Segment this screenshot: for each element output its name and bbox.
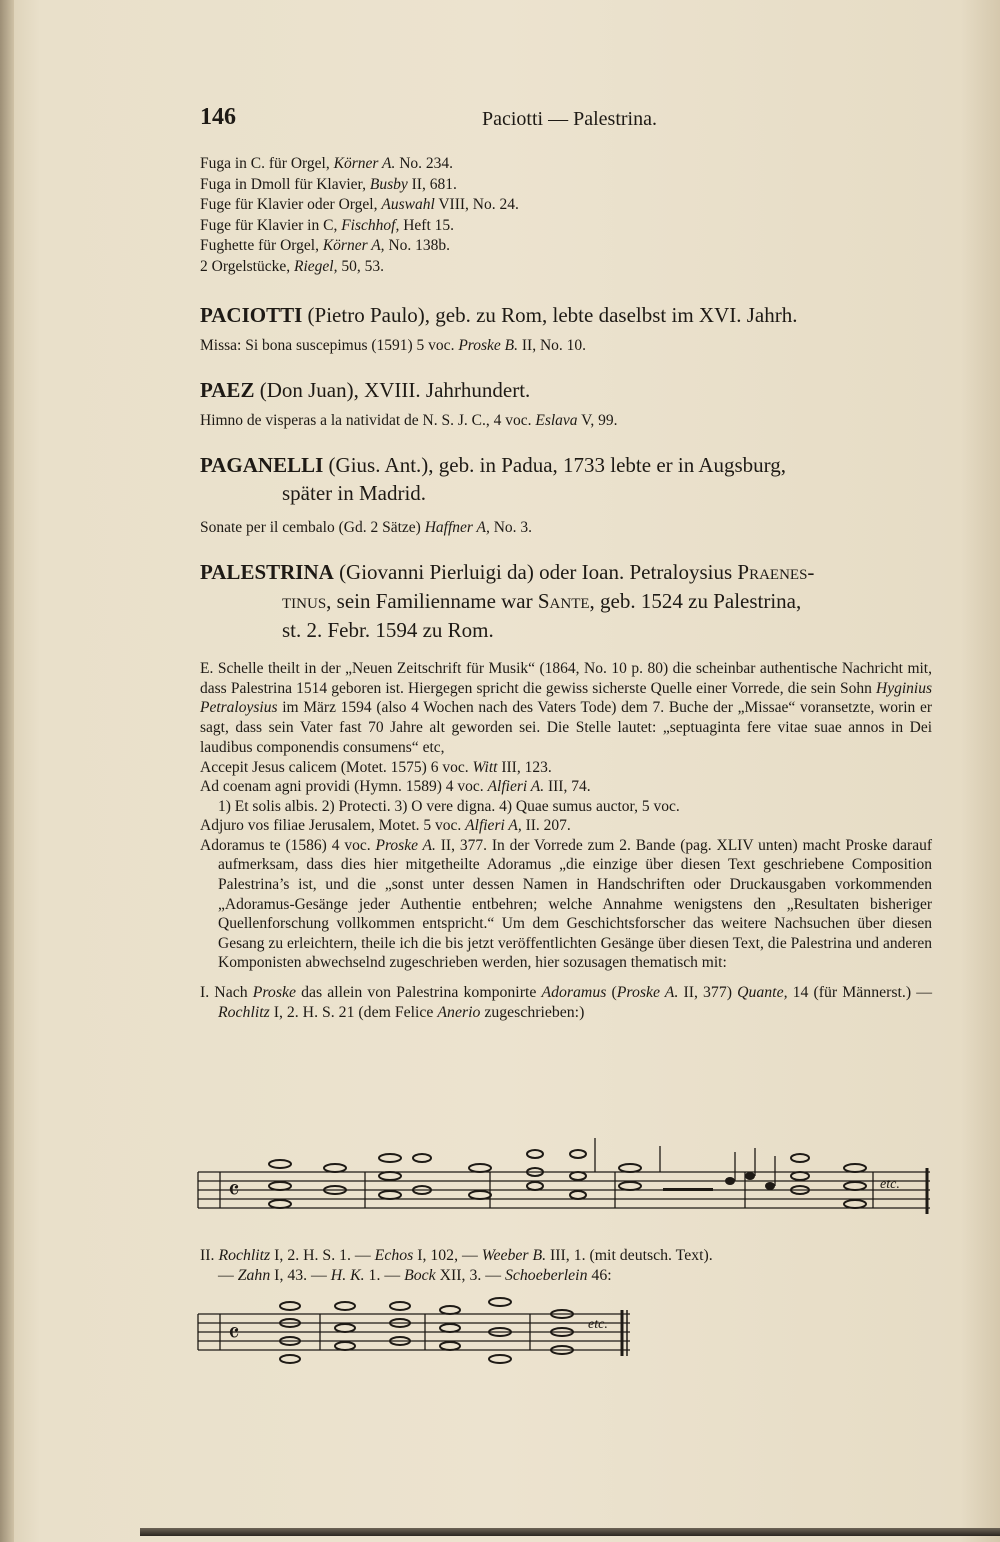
staff-etc: etc. <box>880 1177 900 1192</box>
entry-work: Himno de visperas a la natividat de N. S. J. C., 4 voc. Eslava V, 99. <box>200 412 618 429</box>
page-header <box>200 104 930 138</box>
entry-work: Sonate per il cembalo (Gd. 2 Sätze) Haffner A, No. 3. <box>200 519 533 536</box>
numbered-item-2: II. Rochlitz I, 2. H. S. 1. — Echos I, 102, — Weeber B. III, 1. (mit deutsch. Text). — Zahn I, 43. — H. K. 1. — Bock XII, 3. — Schoeberlein 46: <box>200 1247 713 1284</box>
list-item: Fuge für Klavier in C, Fischhof, Heft 15. <box>200 216 454 234</box>
staff-etc: etc. <box>588 1317 608 1332</box>
entry-name: PAGANELLI <box>200 453 324 477</box>
time-signature: 𝄴 <box>228 1319 240 1349</box>
entry-name: PAEZ <box>200 378 255 402</box>
list-item: 2 Orgelstücke, Riegel, 50, 53. <box>200 257 384 275</box>
bottom-edge <box>140 1528 1000 1536</box>
top-work-list <box>200 154 932 277</box>
time-signature: 𝄴 <box>228 1176 240 1206</box>
list-item: Fuge für Klavier oder Orgel, Auswahl VIII, No. 24. <box>200 196 519 213</box>
entry-paez: PAEZ (Don Juan), XVIII. Jahrhundert. <box>200 378 531 402</box>
numbered-item-1: I. Nach Proske das allein von Palestrina komponirte Adoramus (Proske A. II, 377) Quante, 14 (für Männerst.) — Rochlitz I, 2. H. S. 21 (dem Felice Anerio zugeschrieben:) <box>200 984 932 1022</box>
music-staff-1 <box>190 1128 935 1238</box>
music-staff-2 <box>190 1284 650 1394</box>
binding-edge <box>0 0 14 1542</box>
running-head: Paciotti — Palestrina. <box>482 108 657 130</box>
list-item: Fughette für Orgel, Körner A, No. 138b. <box>200 237 451 254</box>
entry-name: PACIOTTI <box>200 303 303 327</box>
list-item: Fuga in C. für Orgel, Körner A. No. 234. <box>200 155 454 172</box>
works-list <box>200 758 932 974</box>
entry-paganelli: PAGANELLI (Gius. Ant.), geb. in Padua, 1733 lebte er in Augsburg, später in Madrid. <box>200 453 787 505</box>
page-content <box>200 154 932 1023</box>
entry-paciotti: PACIOTTI (Pietro Paulo), geb. zu Rom, lebte daselbst im XVI. Jahrh. <box>200 303 798 327</box>
list-item: Fuga in Dmoll für Klavier, Busby II, 681. <box>200 175 457 193</box>
entry-name: PALESTRINA <box>200 560 334 584</box>
list-item: Accepit Jesus calicem (Motet. 1575) 6 voc. Witt III, 123. <box>200 758 552 776</box>
list-item-parts: 1) Et solis albis. 2) Protecti. 3) O vere digna. 4) Quae sumus auctor, 5 voc. <box>218 797 680 815</box>
list-item: Adoramus te (1586) 4 voc. Proske A. II, 377. In der Vorrede zum 2. Bande (pag. XLIV unten) macht Proske darauf aufmerksam, dass dies hier mitgetheilte Adoramus „die einzige über diesen Text geschriebene Composition Palestrina’s ist, und die „sonst unter dessen Namen in Handschriften oder Druckausgaben vorkommenden „Adoramus-Gesänge jeder Authentie entbehren; welche Annahme wenigstens den „Resultaten bisheriger Quellenforschung vollkommen entspricht.“ Um dem Geschichtsforscher das weitere Nachsuchen über diesen Gesang zu erleichtern, theile ich die bis jetzt veröffentlichten Gesänge über diesen Text, die Palestrina und anderen Komponisten abwechselnd zugeschrieben werden, hier sozusagen thematisch mit: <box>200 836 932 972</box>
page-number: 146 <box>200 104 236 130</box>
list-item: Ad coenam agni providi (Hymn. 1589) 4 voc. Alfieri A. III, 74. <box>200 778 591 796</box>
entry-palestrina: PALESTRINA (Giovanni Pierluigi da) oder Ioan. Petraloysius Praenes- tinus, sein Familienname war Sante, geb. 1524 zu Palestrina, st. 2. Febr. 1594 zu Rom. <box>200 560 815 642</box>
list-item: Adjuro vos filiae Jerusalem, Motet. 5 voc. Alfieri A, II. 207. <box>200 817 571 835</box>
biographical-note: E. Schelle theilt in der „Neuen Zeitschrift für Musik“ (1864, No. 10 p. 80) die scheinbar authentische Nachricht mit, dass Palestrina 1514 geboren ist. Hiergegen spricht die gewiss sicherste Quelle einer Vorrede, die sein Sohn Hyginius Petraloysius im März 1594 (also 4 Wochen nach des Vaters Tode) dem 7. Buche der „Missae“ voransetzte, worin er sagt, dass sein Vater fast 70 Jahre alt geworden sei. Die Stelle lautet: „septuaginta fere vitae suae annos in Dei laudibus componendis consumens“ etc, <box>200 660 932 756</box>
entry-work: Missa: Si bona suscepimus (1591) 5 voc. Proske B. II, No. 10. <box>200 337 587 354</box>
